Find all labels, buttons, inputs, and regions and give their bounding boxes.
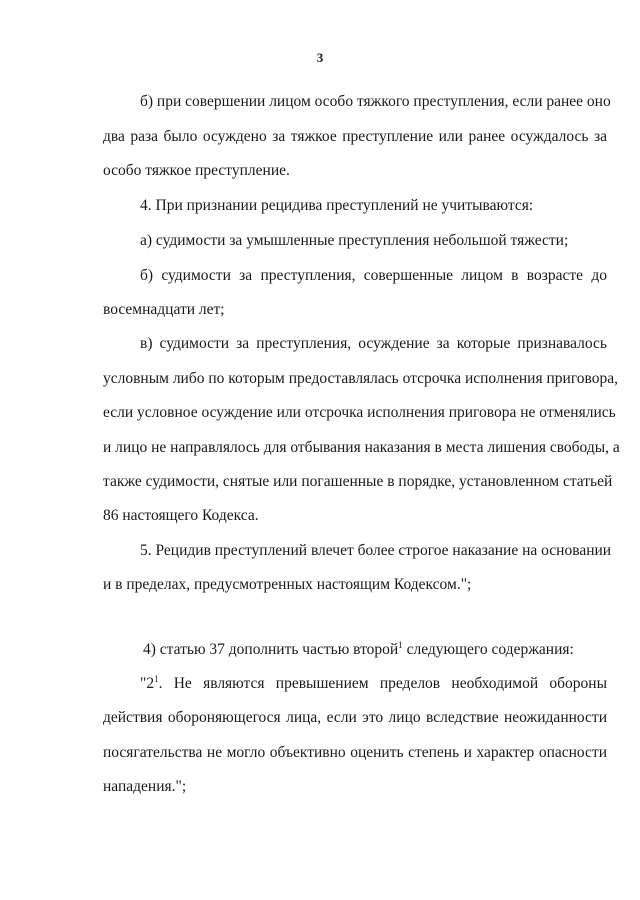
- page-number: 3: [316, 50, 324, 65]
- paragraph-4b-line-2: восемнадцати лет;: [103, 301, 225, 318]
- paragraph-4b-line-1: б) судимости за преступления, совершенные лицом в возрасте до: [140, 267, 607, 284]
- paragraph-b-line-2: два раза было осуждено за тяжкое преступление или ранее осуждалось за: [103, 128, 607, 145]
- paragraph-4v-line-2: условным либо по которым предоставлялась отсрочка исполнения приговора,: [103, 370, 619, 387]
- paragraph-5-line-1: 5. Рецидив преступлений влечет более строгое наказание на основании: [140, 542, 612, 559]
- quote-line-2: действия обороняющегося лица, если это лицо вследствие неожиданности: [103, 709, 607, 726]
- paragraph-4v-line-3: если условное осуждение или отсрочка исполнения приговора не отменялись: [103, 404, 616, 421]
- paragraph-4v-line-5: также судимости, снятые или погашенные в порядке, установленном статьей: [103, 473, 613, 490]
- paragraph-5-line-2: и в пределах, предусмотренных настоящим Кодексом.";: [103, 576, 472, 593]
- paragraph-b-line-1: б) при совершении лицом особо тяжкого преступления, если ранее оно: [140, 93, 611, 110]
- paragraph-4v-line-6: 86 настоящего Кодекса.: [103, 507, 259, 524]
- paragraph-4v-line-1: в) судимости за преступления, осуждение за которые признавалось: [140, 335, 607, 352]
- paragraph-4v-line-4: и лицо не направлялось для отбывания наказания в места лишения свободы, а: [103, 439, 620, 456]
- item-4-line: [143, 640, 574, 660]
- paragraph-4a: а) судимости за умышленные преступления небольшой тяжести;: [140, 232, 569, 249]
- quote-line-4: нападения.";: [103, 778, 187, 795]
- quote-text-rest: . Не являются превышением пределов необходимой обороны: [158, 675, 607, 692]
- item-4-text-post: следующего содержания:: [402, 641, 574, 658]
- quote-number: "2: [140, 675, 155, 692]
- item-4-text-pre: 4) статью 37 дополнить частью второй: [143, 641, 399, 658]
- paragraph-b-line-3: особо тяжкое преступление.: [103, 162, 290, 179]
- quote-line-3: посягательства не могло объективно оценить степень и характер опасности: [103, 744, 607, 761]
- paragraph-4-heading: 4. При признании рецидива преступлений не учитываются:: [140, 197, 534, 214]
- quote-superscript: 1: [154, 673, 159, 684]
- item-4-superscript: 1: [398, 639, 403, 650]
- quote-line-1: [140, 674, 607, 694]
